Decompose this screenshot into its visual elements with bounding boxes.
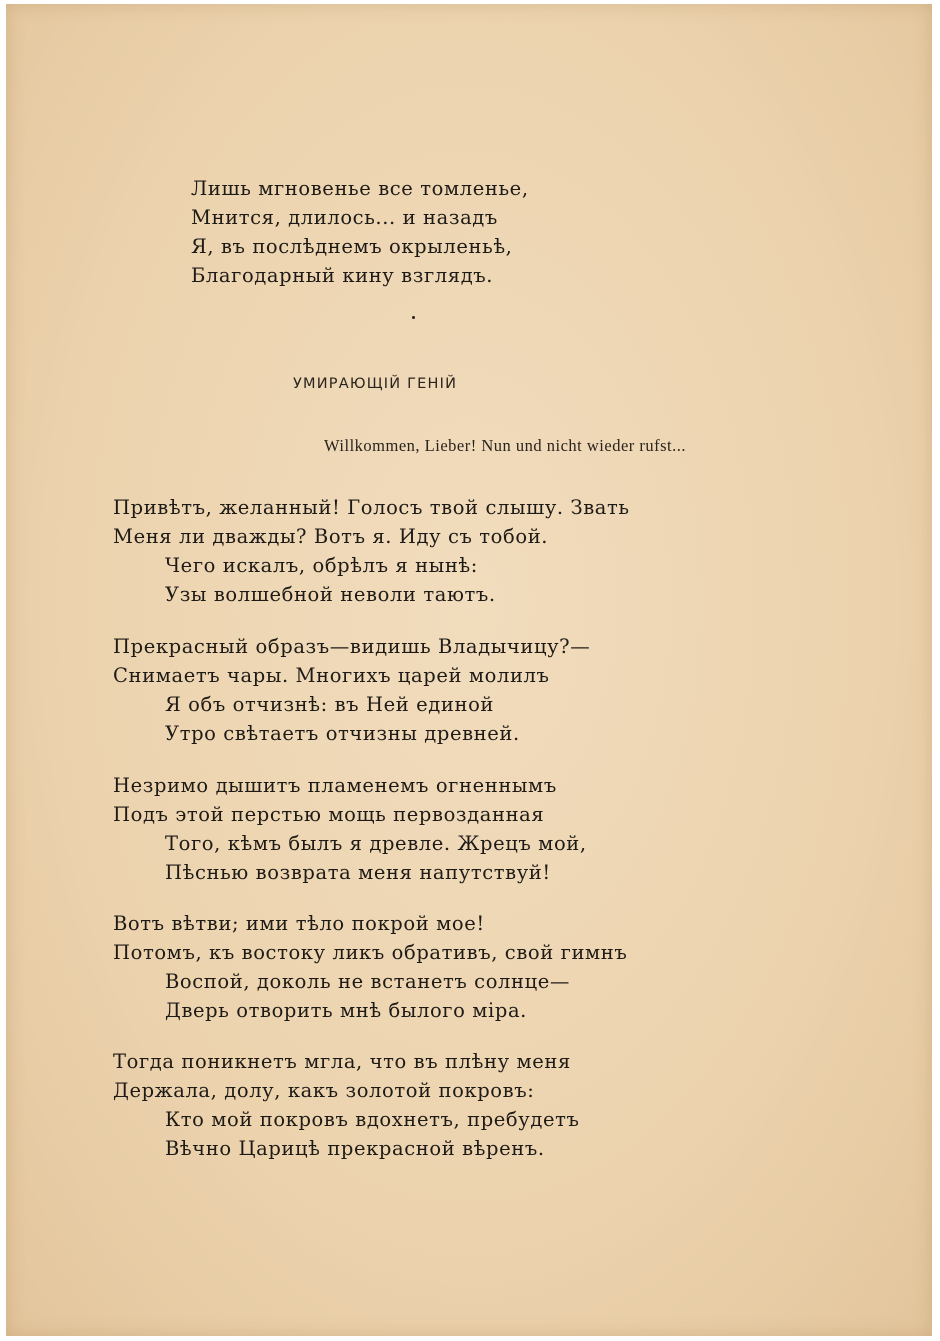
poem-title: УМИРАЮЩІЙ ГЕНІЙ [293,376,458,392]
verse-line: Прекрасный образъ—видишь Владычицу?— [113,635,591,658]
verse-line: Чего искалъ, обрѣлъ я нынѣ: [165,554,478,577]
verse-line: Вотъ вѣтви; ими тѣло покрой мое! [113,912,485,935]
verse-line: Меня ли дважды? Вотъ я. Иду съ тобой. [113,525,549,548]
verse-line: Незримо дышитъ пламенемъ огненнымъ [113,774,557,797]
verse-line: Кто мой покровъ вдохнетъ, пребудетъ [165,1108,580,1131]
verse-line: Дверь отворить мнѣ былого міра. [165,999,527,1022]
verse-line: Я, въ послѣднемъ окрыленьѣ, [191,235,513,258]
verse-line: Утро свѣтаетъ отчизны древней. [165,722,520,745]
verse-line: Тогда поникнетъ мгла, что въ плѣну меня [113,1050,571,1073]
verse-line: Подъ этой перстью мощь первозданная [113,803,545,826]
verse-line: Вѣчно Царицѣ прекрасной вѣренъ. [165,1137,545,1160]
book-page [6,4,932,1336]
verse-line: Привѣтъ, желанный! Голосъ твой слышу. Звать [113,496,630,519]
verse-line: Я объ отчизнѣ: въ Ней единой [165,693,495,716]
verse-line: Держала, долу, какъ золотой покровъ: [113,1079,535,1102]
separator-dot [412,316,415,319]
verse-line: Воспой, доколь не встанетъ солнце— [165,970,571,993]
verse-line: Мнится, длилось... и назадъ [191,206,498,229]
verse-line: Потомъ, къ востоку ликъ обративъ, свой гимнъ [113,941,628,964]
verse-line: Благодарный кину взглядъ. [191,264,494,287]
verse-line: Лишь мгновенье все томленье, [191,177,529,200]
verse-line: Пѣснью возврата меня напутствуй! [165,861,551,884]
verse-line: Того, кѣмъ былъ я древле. Жрецъ мой, [165,832,587,855]
verse-line: Снимаетъ чары. Многихъ царей молилъ [113,664,550,687]
poem-epigraph: Willkommen, Lieber! Nun und nicht wieder rufst... [324,436,687,455]
verse-line: Узы волшебной неволи таютъ. [165,583,496,606]
